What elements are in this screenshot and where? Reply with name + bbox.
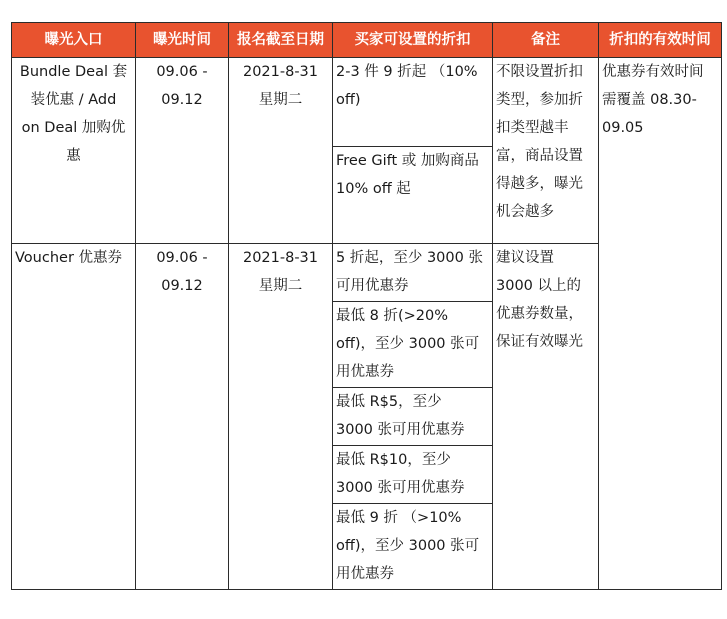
cell-line: 2021-8-31 <box>242 250 319 266</box>
exposure-table <box>11 22 722 590</box>
cell-line: 3000 张可用优惠券 <box>336 422 465 438</box>
cell-line: 保证有效曝光 <box>496 334 583 350</box>
cell-line: 装优惠 / Add <box>30 92 117 108</box>
table-row-bundle <box>12 58 722 147</box>
cell-line: 富，商品设置 <box>496 148 583 164</box>
cell-line: 09.12 <box>161 92 203 108</box>
cell-line: 09.06 - <box>156 250 208 266</box>
cell-bundle-entry <box>12 58 136 244</box>
cell-line: 09.12 <box>161 278 203 294</box>
cell-line: 建议设置 <box>496 250 554 266</box>
cell-line: 3000 张可用优惠券 <box>336 480 465 496</box>
cell-bundle-time <box>136 58 229 244</box>
cell-line: 优惠券数量， <box>496 306 583 322</box>
cell-line: Free Gift 或 加购商品 <box>336 153 479 169</box>
cell-voucher-discount-4 <box>333 446 493 504</box>
cell-bundle-discount-2 <box>333 147 493 244</box>
header-row <box>12 23 722 58</box>
cell-line: 5 折起，至少 3000 张 <box>336 250 483 266</box>
cell-line: 需覆盖 08.30- <box>602 92 697 108</box>
cell-line: 扣类型越丰 <box>496 120 569 136</box>
header-cell-deadline: 报名截至日期 <box>229 23 333 58</box>
cell-line: 09.05 <box>602 120 644 136</box>
header-cell-entry: 曝光入口 <box>12 23 136 58</box>
cell-line: 星期二 <box>258 92 303 108</box>
cell-voucher-discount-1 <box>333 244 493 302</box>
header-cell-validity: 折扣的有效时间 <box>599 23 722 58</box>
cell-line: 2021-8-31 <box>242 64 319 80</box>
cell-bundle-discount-1 <box>333 58 493 147</box>
cell-voucher-time <box>136 244 229 590</box>
cell-validity <box>599 58 722 590</box>
cell-line: 优惠券有效时间 <box>602 64 704 80</box>
cell-line: off)，至少 3000 张可 <box>336 336 480 352</box>
cell-line: Voucher 优惠券 <box>15 250 123 266</box>
cell-voucher-note <box>493 244 599 590</box>
cell-line: 最低 R$10，至少 <box>336 452 451 468</box>
cell-line: on Deal 加购优 <box>21 120 126 136</box>
cell-voucher-deadline <box>229 244 333 590</box>
cell-line: 惠 <box>66 148 81 164</box>
cell-line: 最低 R$5，至少 <box>336 394 442 410</box>
cell-line: 机会越多 <box>496 204 554 220</box>
cell-voucher-entry <box>12 244 136 590</box>
cell-line: 3000 以上的 <box>496 278 582 294</box>
cell-line: 类型，参加折 <box>496 92 583 108</box>
cell-bundle-deadline <box>229 58 333 244</box>
cell-line: 10% off 起 <box>336 181 411 197</box>
cell-line: 最低 8 折(>20% <box>336 308 448 324</box>
cell-voucher-discount-5 <box>333 504 493 590</box>
cell-line: 09.06 - <box>156 64 208 80</box>
cell-line: 可用优惠券 <box>336 278 409 294</box>
cell-line: off) <box>336 92 361 108</box>
cell-voucher-discount-2 <box>333 302 493 388</box>
cell-line: 用优惠券 <box>336 364 394 380</box>
cell-line: off)，至少 3000 张可 <box>336 538 480 554</box>
cell-bundle-note <box>493 58 599 244</box>
cell-voucher-discount-3 <box>333 388 493 446</box>
cell-line: 得越多，曝光 <box>496 176 583 192</box>
header-cell-discount: 买家可设置的折扣 <box>333 23 493 58</box>
header-cell-time: 曝光时间 <box>136 23 229 58</box>
cell-line: 用优惠券 <box>336 566 394 582</box>
cell-line: 最低 9 折 （>10% <box>336 510 462 526</box>
cell-line: Bundle Deal 套 <box>19 64 128 80</box>
cell-line: 2-3 件 9 折起 （10% <box>336 64 478 80</box>
cell-line: 不限设置折扣 <box>496 64 583 80</box>
header-cell-note: 备注 <box>493 23 599 58</box>
cell-line: 星期二 <box>258 278 303 294</box>
